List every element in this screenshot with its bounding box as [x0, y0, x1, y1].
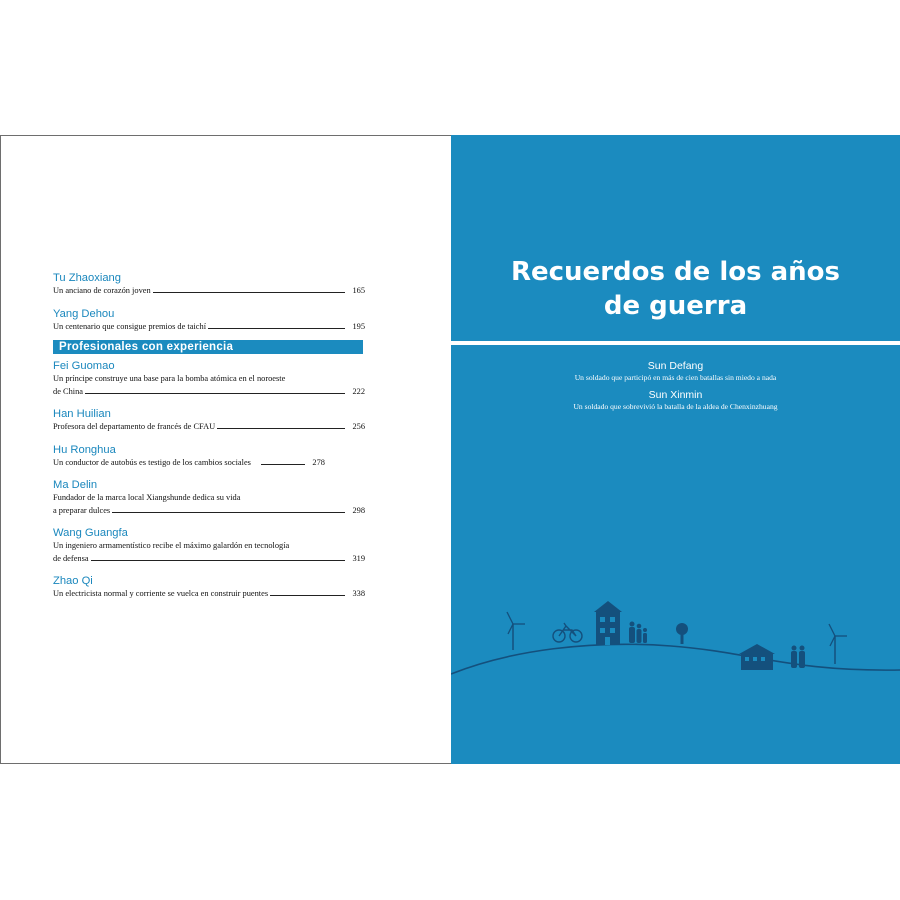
toc-entry-title-cont: de defensa	[53, 553, 89, 563]
small-house-icon	[739, 644, 775, 670]
book-spread	[0, 135, 899, 764]
title-divider	[451, 341, 900, 345]
toc-leader-line	[91, 560, 345, 561]
toc-entry-title: Un electricista normal y corriente se vuelca en construir puentes	[53, 589, 269, 598]
people-group-icon	[629, 622, 647, 644]
toc-entry	[53, 527, 365, 565]
toc-entry-name: Wang Guangfa	[53, 527, 128, 539]
toc-entry-name: Tu Zhaoxiang	[53, 272, 121, 284]
toc-page-number: 338	[352, 589, 365, 598]
toc-entry-line	[53, 321, 365, 334]
toc-entry-title: Un centenario que consigue premios de taichí	[53, 321, 207, 331]
toc-entry-name: Yang Dehou	[53, 307, 115, 320]
toc-entry-name: Ma Delin	[53, 479, 98, 491]
hill-line	[451, 644, 900, 674]
toc-entry	[53, 360, 365, 398]
toc-leader-line	[85, 393, 345, 394]
toc-leader-line	[270, 595, 345, 596]
toc-page-number: 195	[352, 321, 365, 331]
toc-entry-title-cont: a preparar dulces	[53, 505, 111, 515]
village-landscape-illustration	[451, 590, 900, 690]
toc-leader-line	[208, 328, 345, 329]
toc-page-number: 319	[352, 553, 365, 563]
toc-entry-name: Fei Guomao	[53, 360, 115, 372]
toc-entry-line	[53, 386, 365, 399]
toc-entry-title: Fundador de la marca local Xiangshunde dedica su vida	[53, 493, 241, 502]
toc-page-number: 298	[352, 505, 365, 515]
chapter-subjects	[451, 360, 900, 418]
toc-entry-title: Profesora del departamento de francés de CFAU	[53, 422, 216, 431]
right-page-chapter-opener	[451, 135, 900, 764]
toc-entry-name: Han Huilian	[53, 408, 111, 420]
toc-entry-line	[53, 588, 365, 601]
bicycle-icon	[553, 623, 582, 642]
toc-entry	[53, 575, 365, 601]
toc-entry-line	[53, 457, 365, 470]
toc-entry	[53, 308, 365, 334]
toc-entry-line	[53, 553, 365, 566]
house-icon	[594, 601, 622, 645]
toc-entry	[53, 408, 365, 434]
toc-entry-name: Hu Ronghua	[53, 443, 116, 456]
tree-icon	[676, 623, 688, 644]
toc-leader-line	[153, 292, 345, 293]
toc-entry	[53, 479, 365, 517]
toc-entry-title: Un príncipe construye una base para la bomba atómica en el noroeste	[53, 374, 286, 383]
toc-entry-title: Un conductor de autobús es testigo de los cambios sociales	[53, 457, 251, 467]
toc-leader-line	[112, 512, 345, 513]
toc-list	[53, 272, 365, 601]
toc-entry-title: Un ingeniero armamentístico recibe el máximo galardón en tecnología	[53, 541, 290, 550]
toc-leader-line	[261, 464, 305, 465]
subject-name: Sun Defang	[647, 360, 704, 372]
wind-turbine-icon	[829, 624, 847, 664]
toc-page-number: 278	[312, 457, 325, 467]
toc-entry	[53, 272, 365, 298]
subject-name: Sun Xinmin	[648, 389, 703, 401]
toc-page-number: 222	[352, 386, 365, 396]
toc-page-number: 256	[352, 422, 365, 431]
section-heading: Profesionales con experiencia	[53, 340, 363, 354]
toc-entry-line	[53, 492, 365, 505]
toc-leader-line	[217, 428, 345, 429]
toc-entry-name: Zhao Qi	[53, 575, 93, 587]
subject-description: Un soldado que sobrevivió la batalla de la aldea de Chenxinzhuang	[573, 402, 778, 411]
toc-entry-line	[53, 540, 365, 553]
chapter-title-line: Recuerdos de los años	[510, 257, 841, 287]
toc-entry-line	[53, 421, 365, 434]
toc-entry-line	[53, 505, 365, 518]
subject-description: Un soldado que participó en más de cien batallas sin miedo a nada	[574, 373, 777, 382]
toc-entry-title: Un anciano de corazón joven	[53, 286, 151, 295]
chapter-title-line: de guerra	[603, 291, 748, 321]
chapter-title	[451, 255, 900, 323]
left-page-table-of-contents	[1, 136, 450, 763]
toc-entry-line	[53, 373, 365, 386]
toc-entry-title-cont: de China	[53, 386, 84, 396]
toc-entry	[53, 444, 365, 470]
toc-page-number: 165	[352, 286, 365, 295]
toc-entry-line	[53, 285, 365, 298]
wind-turbine-icon	[507, 612, 525, 650]
